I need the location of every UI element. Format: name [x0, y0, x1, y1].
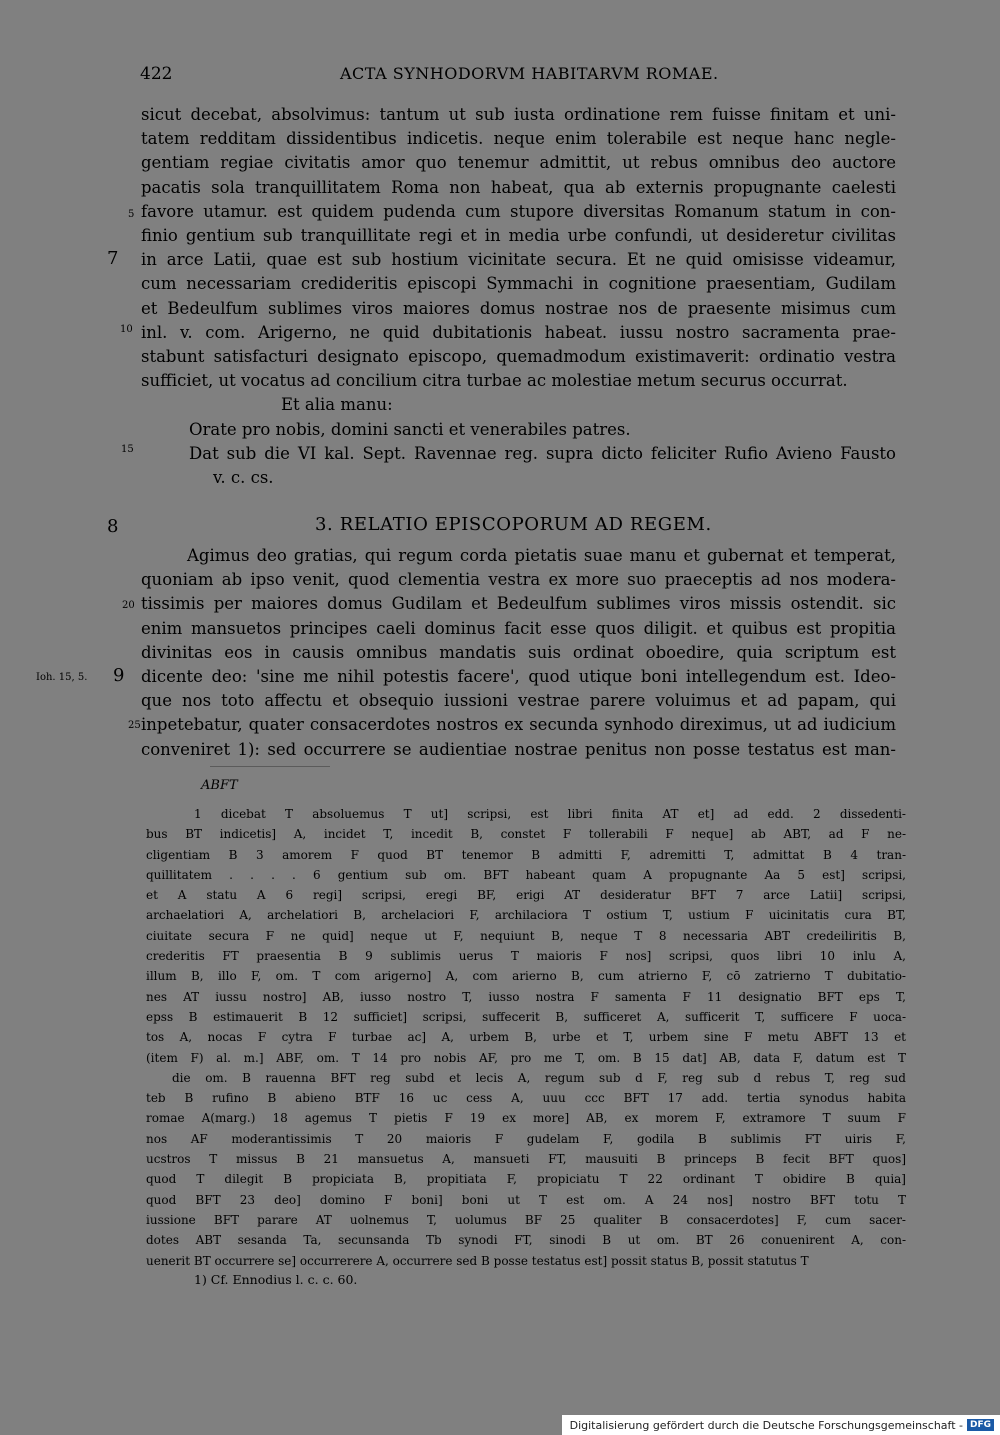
line-number-10: 10	[120, 324, 133, 335]
text-line: inl. v. com. Arigerno, ne quid dubitationis habeat. iussu nostro sacramenta prae-	[141, 322, 896, 342]
text-line: quoniam ab ipso venit, quod clementia vestra ex more suo praeceptis ad nos modera-	[141, 570, 896, 590]
apparatus-line: archaelatiori A, archelatiori B, archelaciori F, archilaciora T ostium T, ustium F uicinitatis cura BT,	[146, 908, 906, 923]
dfg-logo: DFG	[967, 1419, 994, 1431]
text-line: Agimus deo gratias, qui regum corda pietatis suae manu et gubernat et temperat,	[187, 546, 896, 565]
main-text-section-2	[141, 544, 896, 762]
section-title: 3. RELATIO EPISCOPORUM AD REGEM.	[315, 514, 712, 535]
text-line: favore utamur. est quidem pudenda cum stupore diversitas Romanum statum in con-	[141, 201, 896, 221]
apparatus-line: ucstros T missus B 21 mansuetus A, mansueti FT, mausuiti B princeps B fecit BFT quos]	[146, 1152, 906, 1167]
text-line: tatem redditam dissidentibus indicetis. neque enim tolerabile est neque hanc negle-	[141, 129, 896, 149]
text-line: cum necessariam credideritis episcopi Symmachi in cognitione praesentiam, Gudilam	[141, 274, 896, 294]
apparatus-line: epss B estimauerit B 12 sufficiet] scripsi, suffecerit B, sufficeret A, sufficerit T, sufficere F uoca-	[146, 1009, 906, 1024]
text-line: que nos toto affectu et obsequio iussioni vestrae parere voluimus et ad papam, qui	[141, 691, 896, 711]
apparatus-line: (item F) al. m.] ABF, om. T 14 pro nobis AF, pro me T, om. B 15 dat] AB, data F, datum est T	[146, 1050, 906, 1065]
apparatus-line: illum B, illo F, om. T com arigerno] A, com arierno B, cum atrierno F, cō zatrierno T dubitatio-	[146, 969, 906, 984]
apparatus-line: iussione BFT parare AT uolnemus T, uolumus BF 25 qualiter B consacerdotes] F, cum sacer-	[146, 1212, 906, 1227]
apparatus-line: romae A(marg.) 18 agemus T pietis F 19 ex more] AB, ex morem F, extramore T suum F	[146, 1111, 906, 1126]
footnote: 1) Cf. Ennodius l. c. c. 60.	[194, 1272, 358, 1287]
apparatus-line: nes AT iussu nostro] AB, iusso nostro T, iusso nostra F samenta F 11 designatio BFT eps T,	[146, 989, 906, 1004]
text-line: gentiam regiae civitatis amor quo tenemur admittit, ut rebus omnibus deo auctore	[141, 153, 896, 173]
text-line: stabunt satisfacturi designato episcopo, quemadmodum existimaverit: ordinatio vestra	[141, 347, 896, 367]
vc-line: v. c. cs.	[213, 468, 274, 488]
apparatus-line: nos AF moderantissimis T 20 maioris F gudelam F, godila B sublimis FT uiris F,	[146, 1131, 906, 1146]
dat-line: Dat sub die VI kal. Sept. Ravennae reg. supra dicto feliciter Rufio Avieno Fausto	[189, 443, 896, 463]
main-text-section-1	[141, 103, 896, 490]
apparatus-line: quod T dilegit B propiciata B, propitiata F, propiciatu T 22 ordinant T obidire B quia]	[146, 1172, 906, 1187]
apparatus-line: quillitatem . . . . 6 gentium sub om. BFT habeant quam A propugnante Aa 5 est] scripsi,	[146, 867, 906, 882]
critical-apparatus	[146, 804, 906, 1271]
running-title: ACTA SYNHODORVM HABITARVM ROMAE.	[340, 64, 719, 83]
text-line: pacatis sola tranquillitatem Roma non habeat, qua ab externis propugnante caelesti	[141, 177, 896, 197]
page-number: 422	[140, 64, 173, 84]
apparatus-line: teb B rufino B abieno BTF 16 uc cess A, uuu ccc BFT 17 add. tertia synodus habita	[146, 1091, 906, 1106]
scripture-reference: Ioh. 15, 5.	[36, 672, 88, 683]
text-line: in arce Latii, quae est sub hostium vicinitate secura. Et ne quid omisisse videamur,	[141, 250, 896, 270]
apparatus-line: tos A, nocas F cytra F turbae ac] A, urbem B, urbe et T, urbem sine F metu ABFT 13 et	[146, 1030, 906, 1045]
apparatus-line: cligentiam B 3 amorem F quod BT tenemor B admitti F, adremitti T, admittat B 4 tran-	[146, 847, 906, 862]
text-line: dicente deo: 'sine me nihil potestis facere', quod utique boni intellegendum est. Ideo-	[141, 667, 896, 687]
text-line: conveniret 1): sed occurrere se audientiae nostrae penitus non posse testatus est man-	[141, 739, 896, 759]
apparatus-line: uenerit BT occurrere se] occurrerere A, occurrere sed B posse testatus est] possit status B, possit statutus T	[146, 1253, 809, 1268]
credit-text: Digitalisierung gefördert durch die Deutsche Forschungsgemeinschaft -	[569, 1418, 963, 1432]
line-number-15: 15	[121, 444, 134, 455]
apparatus-line: dotes ABT sesanda Ta, secunsanda Tb synodi FT, sinodi B ut om. BT 26 conuenirent A, con-	[146, 1233, 906, 1248]
line-number-5: 5	[128, 209, 135, 220]
text-line: sicut decebat, absolvimus: tantum ut sub iusta ordinatione rem fuisse finitam et uni-	[141, 105, 896, 124]
text-line: tissimis per maiores domus Gudilam et Bedeulfum sublimes viros missis ostendit. sic	[141, 594, 896, 614]
apparatus-line: et A statu A 6 regi] scripsi, eregi BF, erigi AT desideratur BFT 7 arce Latii] scripsi,	[146, 888, 906, 903]
margin-number-9: 9	[113, 665, 125, 686]
margin-number-7: 7	[107, 248, 119, 269]
apparatus-line: die om. B rauenna BFT reg subd et lecis A, regum sub d F, reg sub d rebus T, reg sud	[172, 1070, 906, 1085]
text-line: divinitas eos in causis omnibus mandatis suis ordinat oboedire, quia scriptum est	[141, 642, 896, 662]
apparatus-line: 1 dicebat T absoluemus T ut] scripsi, est libri finita AT et] ad edd. 2 dissedenti-	[194, 807, 906, 821]
line-number-20: 20	[122, 600, 135, 611]
digitization-credit	[562, 1415, 1000, 1435]
separator-rule	[210, 766, 330, 767]
alia-manu-line: Et alia manu:	[281, 395, 393, 415]
orate-line: Orate pro nobis, domini sancti et venerabiles patres.	[189, 419, 631, 439]
margin-number-8: 8	[107, 516, 119, 537]
text-line: et Bedeulfum sublimes viros maiores domus nostrae nos de praesente misimus cum	[141, 298, 896, 318]
apparatus-line: ciuitate secura F ne quid] neque ut F, nequiunt B, neque T 8 necessaria ABT credeiliritis B,	[146, 928, 906, 943]
apparatus-siglum: ABFT	[201, 778, 238, 793]
apparatus-line: crederitis FT praesentia B 9 sublimis uerus T maioris F nos] scripsi, quos libri 10 inlu A,	[146, 949, 906, 964]
text-line: finio gentium sub tranquillitate regi et in media urbe confundi, ut desideretur civilitas	[141, 226, 896, 246]
text-line: sufficiet, ut vocatus ad concilium citra turbae ac molestiae metum securus occurrat.	[141, 371, 848, 391]
text-line: enim mansuetos principes caeli dominus facit esse quos diligit. et quibus est propitia	[141, 618, 896, 638]
apparatus-line: bus BT indicetis] A, incidet T, incedit B, constet F tollerabili F neque] ab ABT, ad F ne-	[146, 827, 906, 842]
apparatus-line: quod BFT 23 deo] domino F boni] boni ut T est om. A 24 nos] nostro BFT totu T	[146, 1192, 906, 1207]
line-number-25: 25	[128, 720, 141, 731]
text-line: inpetebatur, quater consacerdotes nostros ex secunda synhodo direximus, ut ad iudicium	[141, 715, 896, 735]
